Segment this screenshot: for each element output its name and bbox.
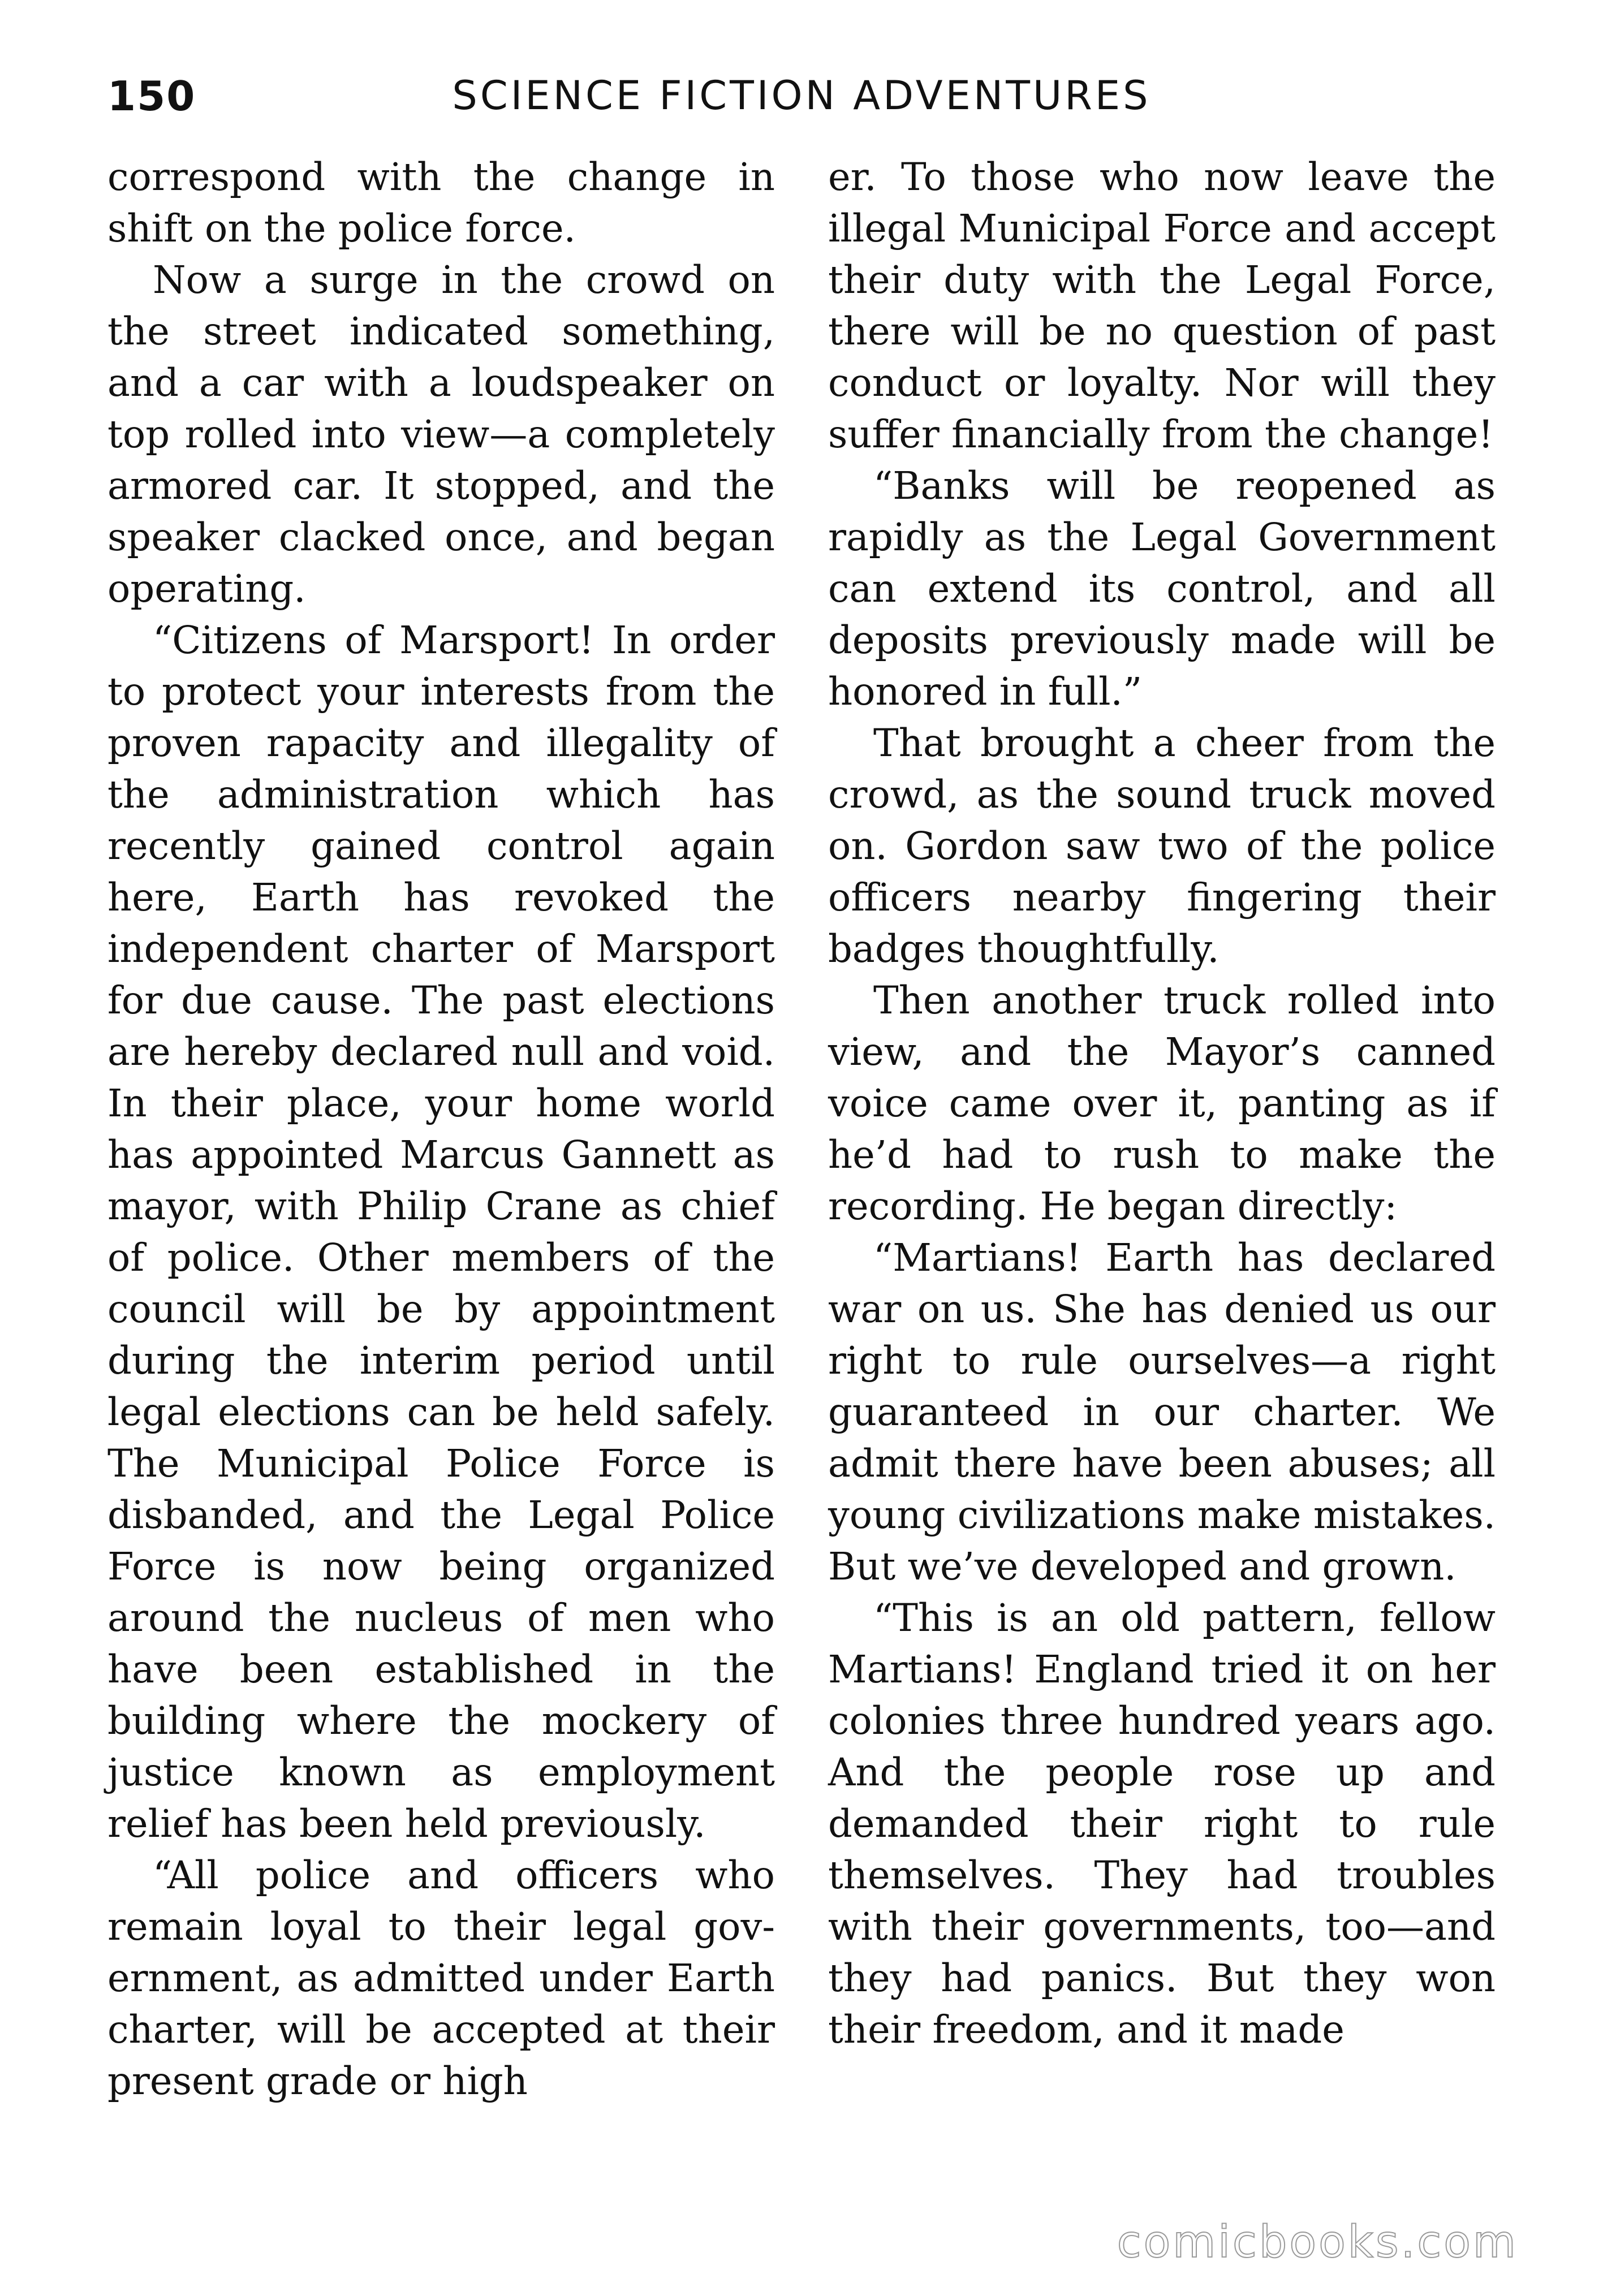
- paragraph: correspond with the change in shift on the police force.: [107, 155, 775, 251]
- paragraph: “Banks will be reopened as rapidly as the Legal Government can extend its control, and all deposits previously made will be honored in full.”: [828, 464, 1496, 714]
- paragraph: “Citizens of Marsport! In order to protect your interests from the proven rapacity and illegality of the administration which has recently gained control again here, Earth has revoked the independent charter of Marsport for due cause. The past elections are hereby declared null and void. In their place, your home world has appointed Marcus Gannett as mayor, with Philip Crane as chief of police. Other members of the council will be by appointment during the interim period until legal elections can be held safely. The Municipal Police Force is disbanded, and the Legal Police Force is now being organized around the nucleus of men who have been established in the building where the mockery of justice known as employment relief has been held previously.: [107, 618, 775, 1846]
- left-column: [107, 152, 775, 2107]
- paragraph: Now a surge in the crowd on the street indicated something, and a car with a loudspeaker on top rolled into view—a completely armored car. It stopped, and the speaker clacked once, and began operating.: [107, 258, 775, 611]
- right-column: [828, 152, 1496, 2056]
- paragraph: er. To those who now leave the illegal Municipal Force and accept their duty with the Legal Force, there will be no question of past conduct or loyalty. Nor will they suffer financially from the change!: [828, 155, 1496, 456]
- paragraph: “This is an old pattern, fellow Martians! England tried it on her colonies three hundred years ago. And the people rose up and demanded their right to rule themselves. They had troubles with their governments, too—and they had panics. But they won their freedom, and it made: [828, 1596, 1496, 2052]
- paragraph: “All police and officers who remain loyal to their legal government, as admitted under Earth charter, will be accepted at their present grade or high: [107, 1853, 775, 2103]
- paragraph: That brought a cheer from the crowd, as the sound truck moved on. Gordon saw two of the police officers nearby fingering their badges thoughtfully.: [828, 721, 1496, 971]
- watermark: comicbooks.com: [1117, 2217, 1518, 2268]
- paragraph: Then another truck rolled into view, and the Mayor’s canned voice came over it, panting as if he’d had to rush to make the recording. He began directly:: [828, 978, 1496, 1228]
- page-number: 150: [107, 72, 196, 120]
- paragraph: “Martians! Earth has declared war on us. She has denied us our right to rule ourselves—a right guaranteed in our charter. We admit there have been abuses; all young civilizations make mistakes. But we’ve developed and grown.: [828, 1236, 1496, 1589]
- page-header: [107, 72, 1496, 146]
- running-title: SCIENCE FICTION ADVENTURES: [452, 72, 1151, 119]
- article-body: [107, 152, 1496, 2211]
